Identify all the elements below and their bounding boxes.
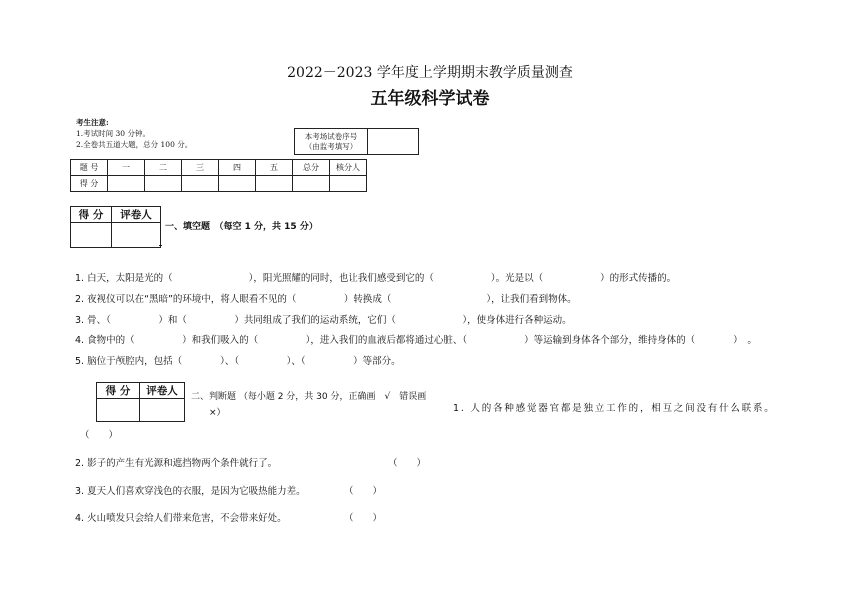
score-header-cell: 总分 (293, 160, 330, 176)
grader-score-label: 得 分 (71, 207, 112, 223)
question-judge-2: 2. 影子的产生有光源和遮挡物两个条件就行了。 (75, 458, 278, 469)
score-table-row (71, 176, 367, 192)
seat-number-label-line: 本考场试卷序号 (304, 131, 358, 141)
notice-line: 1.考试时间 30 分钟。 (76, 129, 150, 138)
score-cell[interactable] (108, 176, 145, 192)
score-table-header-row (71, 160, 367, 176)
section1-grader-box (70, 206, 161, 248)
score-row-label: 得 分 (71, 176, 108, 192)
score-header-cell: 题 号 (71, 160, 108, 176)
answer-paren-2[interactable]: （ ） (388, 458, 427, 469)
candidate-notice (76, 117, 192, 150)
seat-number-box (294, 128, 419, 155)
seat-number-label-line: （由监考填写） (304, 141, 358, 151)
section2-grader-box (96, 382, 185, 422)
section2-title-cont: ×） (209, 408, 226, 418)
grader-box-tick (159, 245, 162, 246)
score-header-cell: 核分人 (330, 160, 367, 176)
answer-paren-4[interactable]: （ ） (344, 513, 383, 524)
seat-number-label (295, 129, 368, 155)
score-header-cell: 五 (256, 160, 293, 176)
notice-heading: 考生注意: (76, 118, 109, 127)
score-cell[interactable] (293, 176, 330, 192)
question-fill-2: 2. 夜视仪可以在“黑暗”的环境中，将人眼看不见的（ ）转换成（ ），让我们看到物体。 (75, 294, 577, 305)
score-cell[interactable] (182, 176, 219, 192)
score-cell[interactable] (145, 176, 182, 192)
score-cell[interactable] (330, 176, 367, 192)
section2-title: 二、判断题 （每小题 2 分，共 30 分，正确画 √ 错误画 (191, 392, 427, 402)
grader-score-field[interactable] (71, 223, 112, 248)
question-judge-1: 1. 人的各种感觉器官都是独立工作的，相互之间没有什么联系。 (453, 403, 776, 414)
answer-paren-3[interactable]: （ ） (344, 486, 383, 497)
score-table (70, 159, 367, 192)
question-judge-4: 4. 火山喷发只会给人们带来危害，不会带来好处。 (75, 513, 287, 524)
score-cell[interactable] (219, 176, 256, 192)
grader-name-field[interactable] (140, 399, 185, 422)
answer-paren-1[interactable]: （ ） (80, 430, 119, 441)
exam-subject-title: 五年级科学试卷 (370, 89, 490, 109)
score-cell[interactable] (256, 176, 293, 192)
question-fill-1: 1. 白天，太阳是光的（ ），阳光照耀的同时，也让我们感受到它的（ ）。光是以（ ）的形式传播的。 (75, 273, 677, 284)
score-header-cell: 二 (145, 160, 182, 176)
score-header-cell: 四 (219, 160, 256, 176)
exam-header-title: 2022－2023 学年度上学期期末教学质量测查 (287, 65, 573, 81)
section1-title: 一、填空题 （每空 1 分，共 15 分） (165, 222, 318, 232)
seat-number-field[interactable] (368, 129, 419, 155)
question-fill-4: 4. 食物中的（ ）和我们吸入的（ ），进入我们的血液后都将通过心脏、（ ）等运输到身体各个部分，维持身体的（ ） 。 (75, 335, 757, 346)
grader-score-field[interactable] (97, 399, 140, 422)
grader-name-field[interactable] (112, 223, 161, 248)
grader-score-label: 得 分 (97, 383, 140, 399)
grader-name-label: 评卷人 (112, 207, 161, 223)
question-judge-3: 3. 夏天人们喜欢穿浅色的衣服，是因为它吸热能力差。 (75, 486, 306, 497)
question-fill-5: 5. 脑位于颅腔内，包括（ ）、（ ）、（ ）等部分。 (75, 356, 401, 367)
notice-line: 2.全卷共五道大题，总分 100 分。 (76, 140, 193, 149)
score-header-cell: 一 (108, 160, 145, 176)
question-fill-3: 3. 骨、（ ）和（ ）共同组成了我们的运动系统，它们（ ），使身体进行各种运动。 (75, 315, 572, 326)
score-header-cell: 三 (182, 160, 219, 176)
grader-name-label: 评卷人 (140, 383, 185, 399)
